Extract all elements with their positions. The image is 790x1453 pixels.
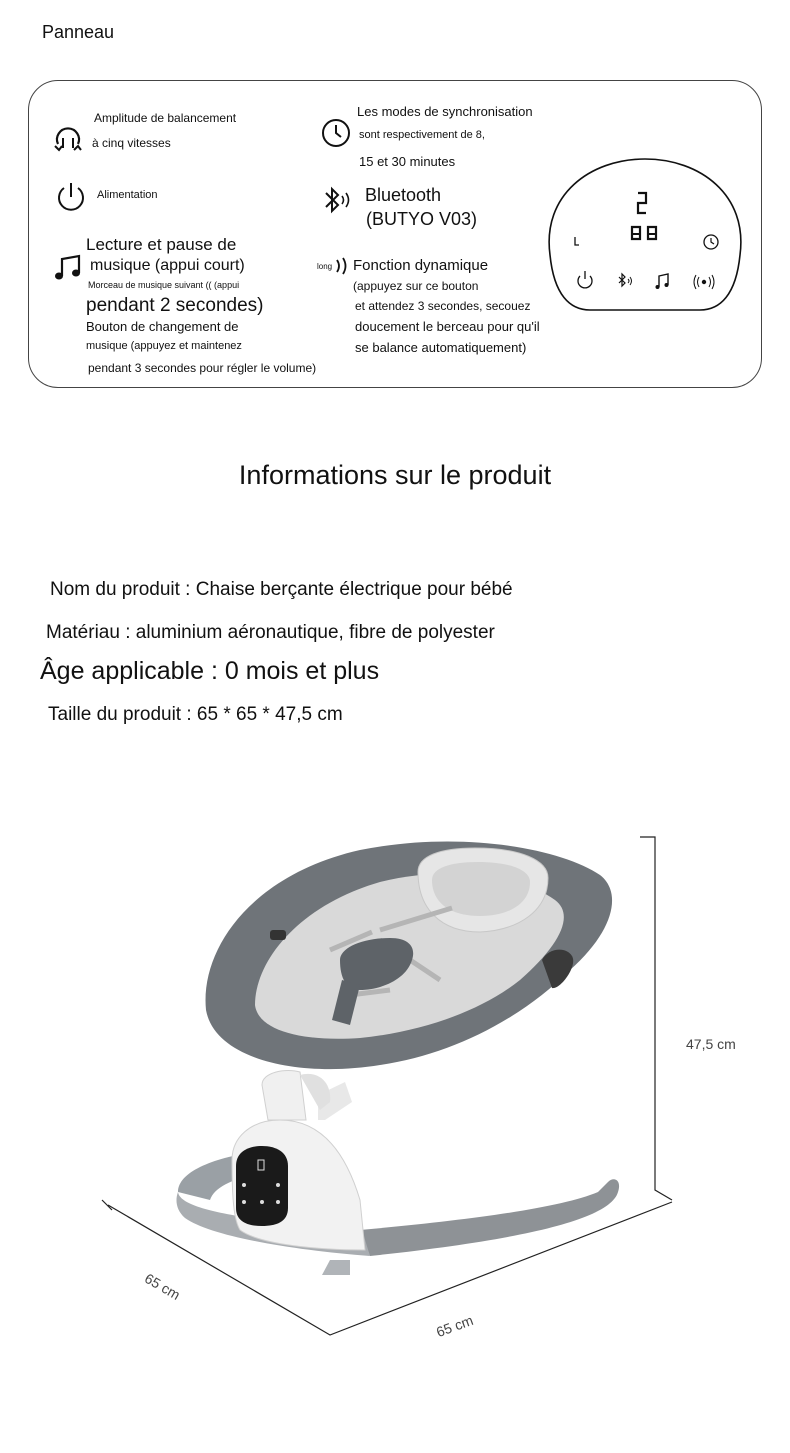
swing-label-2: à cinq vitesses	[92, 136, 171, 150]
dynamic-label-5: se balance automatiquement)	[355, 340, 527, 355]
dynamic-label-1: Fonction dynamique	[353, 257, 489, 274]
info-title: Informations sur le produit	[238, 460, 552, 490]
music-note-icon	[54, 254, 84, 282]
music-label-6: musique (appuyez et maintenez	[86, 340, 242, 352]
music-label-1: Lecture et pause de	[86, 235, 237, 254]
control-panel-illustration	[540, 155, 750, 315]
baby-swing-illustration	[0, 820, 790, 1380]
timer-label-2: sont respectivement de 8,	[359, 129, 485, 141]
dimension-depth: 65 cm	[142, 1270, 184, 1303]
info-age: Âge applicable : 0 mois et plus	[40, 657, 380, 685]
info-name: Nom du produit : Chaise berçante électrique pour bébé	[50, 579, 513, 600]
info-size: Taille du produit : 65 * 65 * 47,5 cm	[48, 704, 343, 725]
music-label-5: Bouton de changement de	[86, 319, 239, 334]
dynamic-prefix: long	[317, 262, 333, 271]
info-material: Matériau : aluminium aéronautique, fibre de polyester	[46, 622, 495, 643]
swing-icon	[52, 122, 84, 154]
bluetooth-label-2: (BUTYO V03)	[366, 209, 478, 229]
dimension-width: 65 cm	[434, 1311, 476, 1341]
panel-title: Panneau	[42, 22, 115, 42]
vibration-icon	[335, 257, 351, 275]
music-label-4: pendant 2 secondes)	[86, 295, 264, 316]
music-label-2: musique (appui court)	[90, 257, 245, 274]
timer-label-1: Les modes de synchronisation	[357, 104, 533, 119]
music-label-3: Morceau de musique suivant (( (appui	[88, 280, 240, 290]
power-label: Alimentation	[97, 189, 158, 201]
power-icon	[54, 180, 88, 214]
music-label-7: pendant 3 secondes pour régler le volume)	[88, 361, 317, 375]
dynamic-label-4: doucement le berceau pour qu'il	[355, 319, 540, 334]
dynamic-label-3: et attendez 3 secondes, secouez	[355, 299, 531, 313]
timer-label-3: 15 et 30 minutes	[359, 154, 456, 169]
bluetooth-label-1: Bluetooth	[365, 185, 442, 205]
bluetooth-icon	[322, 184, 352, 216]
clock-icon	[320, 117, 352, 149]
dynamic-label-2: (appuyez sur ce bouton	[353, 279, 479, 293]
swing-label-1: Amplitude de balancement	[94, 111, 237, 125]
dimension-height: 47,5 cm	[686, 1036, 736, 1052]
